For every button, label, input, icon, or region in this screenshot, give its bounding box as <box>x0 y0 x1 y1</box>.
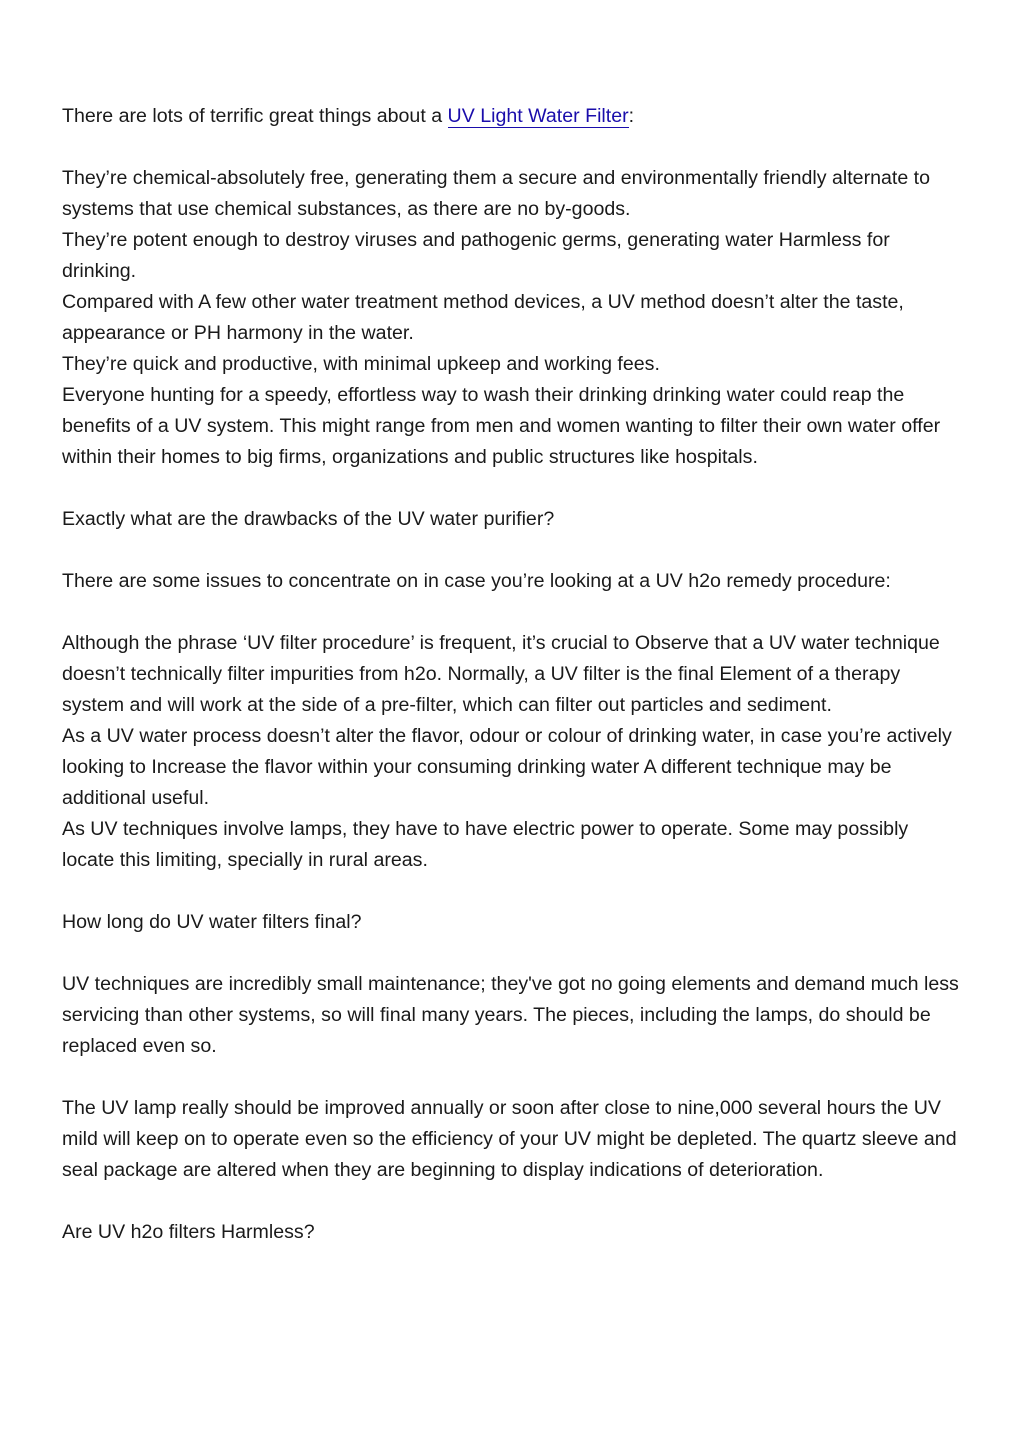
benefit-item: They’re chemical-absolutely free, generating them a secure and environmentally friendly alternate to systems that use chemical substances, as there are no by-goods. <box>62 167 931 220</box>
lifespan-paragraph-2: The UV lamp really should be improved annually or soon after close to nine,000 several hours the UV mild will keep on to operate even so the efficiency of your UV might be depleted. The quartz sleeve and seal package are altered when they are beginning to display indications of deterioration. <box>62 1097 957 1181</box>
benefit-item: Everyone hunting for a speedy, effortless way to wash their drinking drinking water could reap the benefits of a UV system. This might range from men and women wanting to filter their own water offer within their homes to big firms, organizations and public structures like hospitals. <box>62 384 941 468</box>
drawbacks-intro: There are some issues to concentrate on in case you’re looking at a UV h2o remedy procedure: <box>62 570 891 592</box>
drawback-item: Although the phrase ‘UV filter procedure’ is frequent, it’s crucial to Observe that a UV water technique doesn’t technically filter impurities from h2o. Normally, a UV filter is the final Element of a therapy system and will work at the side of a pre-filter, which can filter out particles and sediment. <box>62 632 940 716</box>
benefit-item: They’re potent enough to destroy viruses and pathogenic germs, generating water Harmless for drinking. <box>62 229 890 282</box>
safety-heading: Are UV h2o filters Harmless? <box>62 1221 315 1243</box>
benefit-item: They’re quick and productive, with minimal upkeep and working fees. <box>62 353 660 375</box>
drawbacks-heading: Exactly what are the drawbacks of the UV water purifier? <box>62 508 555 530</box>
intro-text: There are lots of terrific great things about a <box>62 105 448 127</box>
lifespan-paragraph-1: UV techniques are incredibly small maintenance; they've got no going elements and demand much less servicing than other systems, so will final many years. The pieces, including the lamps, do should be replaced even so. <box>62 973 959 1057</box>
intro-colon: : <box>628 105 635 127</box>
uv-light-water-filter-link[interactable]: UV Light Water Filter <box>447 105 629 127</box>
document-body <box>62 101 962 1279</box>
benefit-item: Compared with A few other water treatment method devices, a UV method doesn’t alter the taste, appearance or PH harmony in the water. <box>62 291 904 344</box>
intro-paragraph <box>62 101 962 132</box>
drawback-item: As UV techniques involve lamps, they have to have electric power to operate. Some may possibly locate this limiting, specially in rural areas. <box>62 818 909 871</box>
drawback-item: As a UV water process doesn’t alter the flavor, odour or colour of drinking water, in case you’re actively looking to Increase the flavor within your consuming drinking water A different technique may be additional useful. <box>62 725 952 809</box>
lifespan-heading: How long do UV water filters final? <box>62 911 362 933</box>
